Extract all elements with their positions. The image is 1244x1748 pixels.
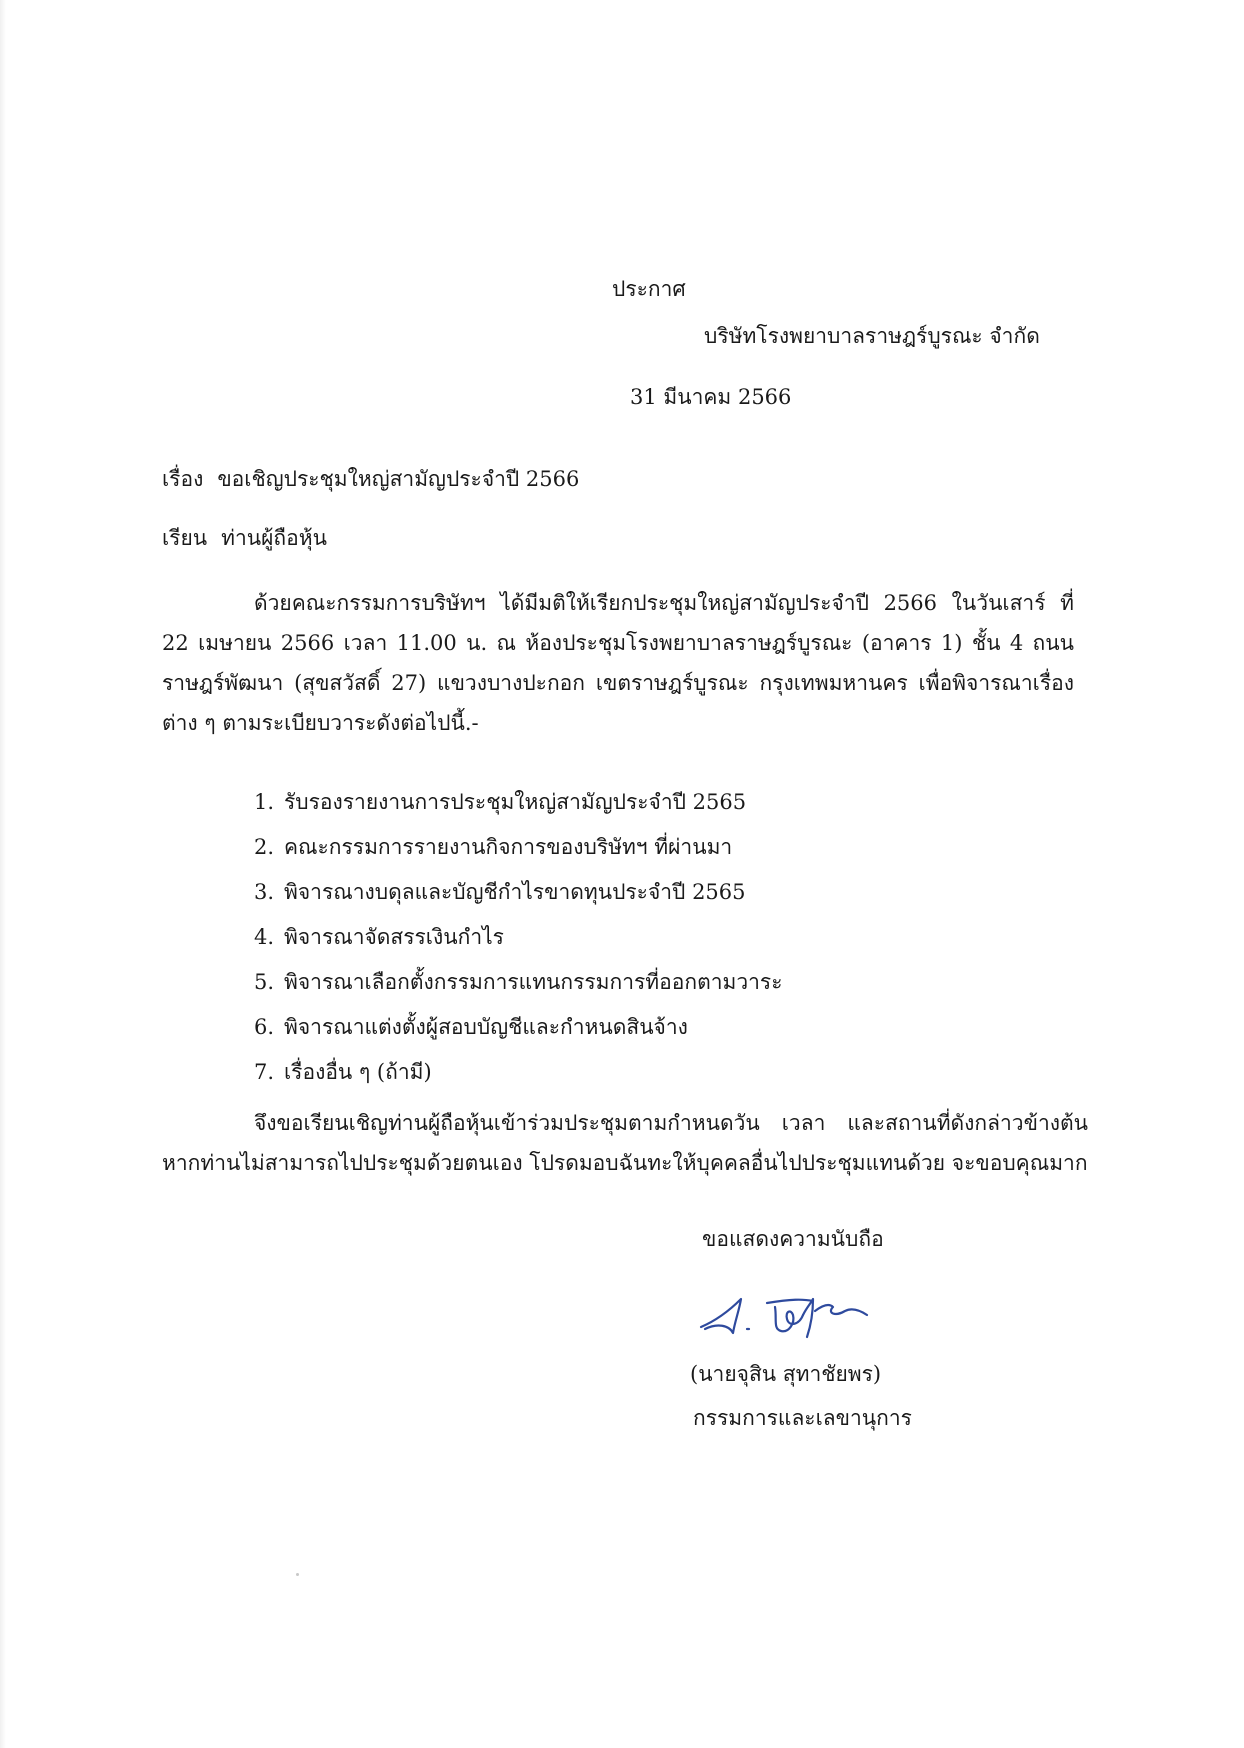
salutation-line (162, 522, 327, 555)
paragraph-1-text: ด้วยคณะกรรมการบริษัทฯ ได้มีมติให้เรียกประชุมใหญ่สามัญประจำปี 2566 ในวันเสาร์ ที่ 22 เมษายน 2566 เวลา 11.00 น. ณ ห้องประชุมโรงพยาบาลราษฎร์บูรณะ (อาคาร 1) ชั้น 4 ถนนราษฎร์พัฒนา (สุขสวัสดิ์ 27) แขวงบางปะกอก เขตราษฎร์บูรณะ กรุงเทพมหานคร เพื่อพิจารณาเรื่องต่าง ๆ ตามระเบียบวาระดังต่อไปนี้.- (162, 591, 1074, 735)
salutation-label: เรียน (162, 526, 208, 550)
agenda-item-number: 4. (254, 925, 275, 949)
subject-text: ขอเชิญประชุมใหญ่สามัญประจำปี 2566 (217, 467, 580, 491)
body-paragraph-1 (162, 583, 1074, 743)
agenda-item-number: 7. (254, 1060, 275, 1084)
salutation-text: ท่านผู้ถือหุ้น (221, 526, 327, 550)
agenda-item-number: 5. (254, 970, 275, 994)
agenda-item-text: รับรองรายงานการประชุมใหญ่สามัญประจำปี 2565 (284, 790, 747, 814)
agenda-item-text: คณะกรรมการรายงานกิจการของบริษัทฯ ที่ผ่านมา (284, 835, 733, 859)
body-paragraph-2 (162, 1103, 1088, 1183)
handwritten-signature (695, 1285, 875, 1345)
agenda-item (254, 1050, 783, 1095)
scan-edge-shadow (0, 0, 6, 1748)
agenda-item (254, 960, 783, 1005)
letter-date: 31 มีนาคม 2566 (630, 385, 792, 409)
agenda-list (254, 780, 783, 1095)
agenda-item (254, 870, 783, 915)
agenda-item-number: 2. (254, 835, 275, 859)
agenda-item-text: เรื่องอื่น ๆ (ถ้ามี) (284, 1060, 432, 1084)
agenda-item-number: 3. (254, 880, 275, 904)
agenda-item (254, 915, 783, 960)
scan-speck (296, 1573, 299, 1576)
agenda-item-text: พิจารณาจัดสรรเงินกำไร (284, 925, 504, 949)
announcement-title: ประกาศ (612, 277, 686, 301)
agenda-item-number: 1. (254, 790, 275, 814)
signatory-name: (นายจุสิน สุทาชัยพร) (690, 1362, 882, 1386)
agenda-item (254, 825, 783, 870)
agenda-item-text: พิจารณาแต่งตั้งผู้สอบบัญชีและกำหนดสินจ้าง (284, 1015, 688, 1039)
signatory-position: กรรมการและเลขานุการ (693, 1406, 912, 1430)
closing-regards: ขอแสดงความนับถือ (702, 1227, 884, 1251)
paragraph-2-text: จึงขอเรียนเชิญท่านผู้ถือหุ้นเข้าร่วมประชุมตามกำหนดวัน เวลา และสถานที่ดังกล่าวข้างต้น หากท่านไม่สามารถไปประชุมด้วยตนเอง โปรดมอบฉันทะให้บุคคลอื่นไปประชุมแทนด้วย จะขอบคุณมาก (162, 1111, 1088, 1175)
agenda-item-text: พิจารณางบดุลและบัญชีกำไรขาดทุนประจำปี 2565 (284, 880, 746, 904)
agenda-item (254, 780, 783, 825)
agenda-item (254, 1005, 783, 1050)
agenda-item-text: พิจารณาเลือกตั้งกรรมการแทนกรรมการที่ออกตามวาระ (284, 970, 783, 994)
agenda-item-number: 6. (254, 1015, 275, 1039)
company-name: บริษัทโรงพยาบาลราษฎร์บูรณะ จำกัด (704, 324, 1040, 348)
subject-line (162, 463, 579, 496)
subject-label: เรื่อง (162, 467, 204, 491)
